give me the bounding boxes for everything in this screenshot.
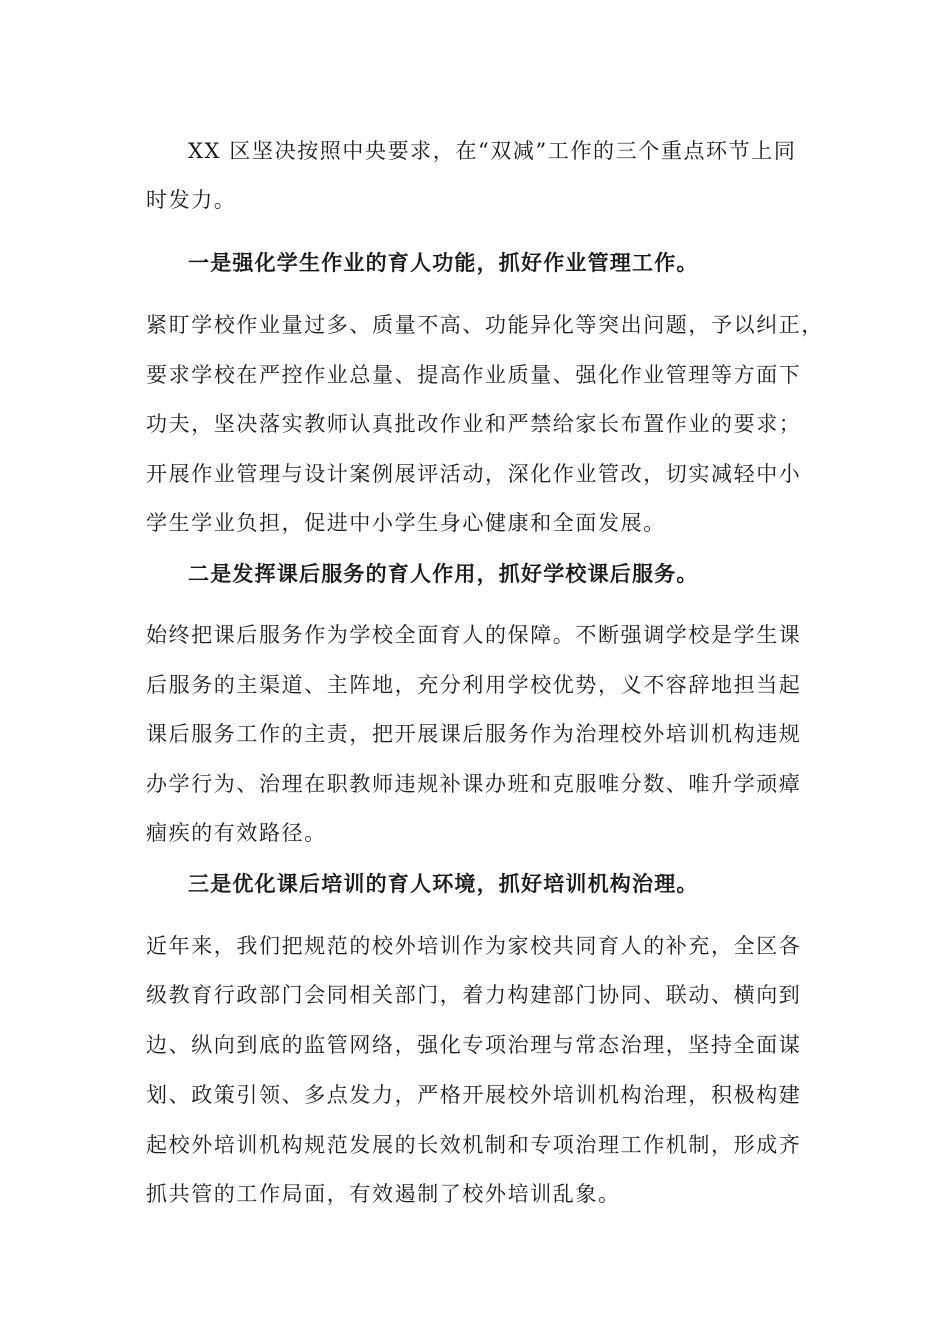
section-3-line-1: 近年来，我们把规范的校外培训作为家校共同育人的补充，全区各	[146, 934, 802, 958]
section-3-line-5: 起校外培训机构规范发展的长效机制和专项治理工作机制，形成齐	[146, 1133, 802, 1157]
section-1-line-1: 紧盯学校作业量过多、质量不高、功能异化等突出问题，予以纠正，	[146, 313, 824, 337]
section-3-line-6: 抓共管的工作局面，有效遏制了校外培训乱象。	[146, 1182, 621, 1206]
section-1-line-4: 开展作业管理与设计案例展评活动，深化作业管改，切实减轻中小	[146, 462, 802, 486]
intro-line-1: XX 区坚决按照中央要求，在“双减”工作的三个重点环节上同	[188, 139, 797, 163]
section-2-line-1: 始终把课后服务作为学校全面育人的保障。不断强调学校是学生课	[146, 623, 802, 647]
intro-line-2: 时发力。	[146, 188, 237, 212]
section-3-line-2: 级教育行政部门会同相关部门，着力构建部门协同、联动、横向到	[146, 983, 802, 1007]
section-2-line-2: 后服务的主渠道、主阵地，充分利用学校优势，义不容辞地担当起	[146, 673, 802, 697]
section-3-heading: 三是优化课后培训的育人环境，抓好培训机构治理。	[188, 871, 699, 896]
section-2-line-3: 课后服务工作的主责，把开展课后服务作为治理校外培训机构违规	[146, 722, 802, 746]
section-3-line-4: 划、政策引领、多点发力，严格开展校外培训机构治理，积极构建	[146, 1083, 802, 1107]
section-1-line-3: 功夫，坚决落实教师认真批改作业和严禁给家长布置作业的要求；	[146, 412, 802, 436]
section-1-line-2: 要求学校在严控作业总量、提高作业质量、强化作业管理等方面下	[146, 363, 802, 387]
section-3-line-3: 边、纵向到底的监管网络，强化专项治理与常态治理，坚持全面谋	[146, 1033, 802, 1057]
section-2-heading: 二是发挥课后服务的育人作用，抓好学校课后服务。	[188, 561, 699, 586]
section-1-heading: 一是强化学生作业的育人功能，抓好作业管理工作。	[188, 250, 699, 275]
section-2-line-5: 痼疾的有效路径。	[146, 821, 327, 845]
section-2-line-4: 办学行为、治理在职教师违规补课办班和克服唯分数、唯升学顽瘴	[146, 772, 802, 796]
section-1-line-5: 学生学业负担，促进中小学生身心健康和全面发展。	[146, 511, 666, 535]
